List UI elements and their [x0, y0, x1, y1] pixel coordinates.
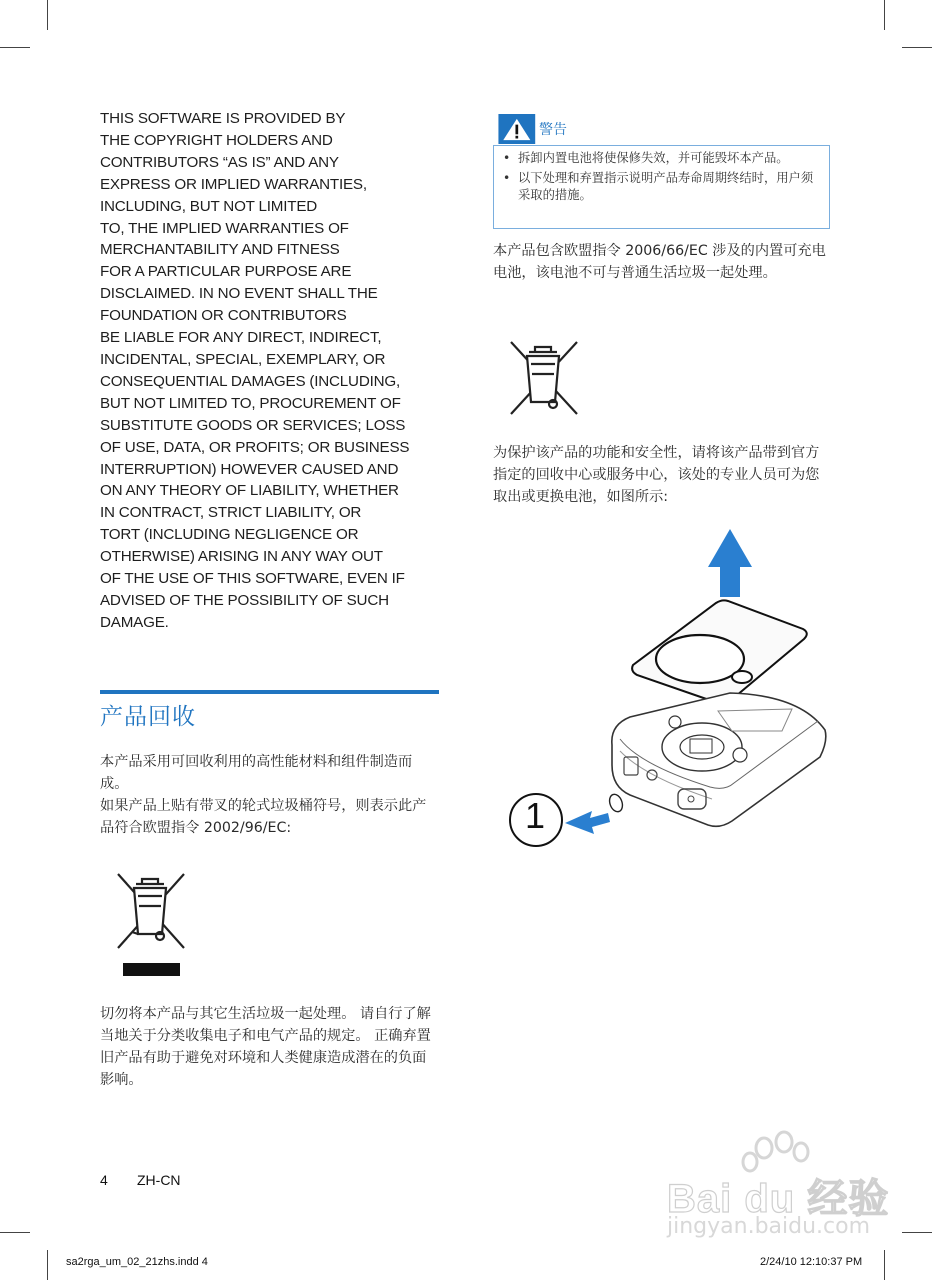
disclaimer-line: FOR A PARTICULAR PURPOSE ARE: [100, 263, 352, 281]
disclaimer-line: ON ANY THEORY OF LIABILITY, WHETHER: [100, 482, 399, 500]
crop-mark: [0, 47, 30, 48]
disclaimer-line: CONTRIBUTORS “AS IS” AND ANY: [100, 153, 339, 171]
recycling-paragraph-2: 如果产品上贴有带叉的轮式垃圾桶符号，则表示此产品符合欧盟指令 2002/96/EC:: [100, 798, 427, 836]
warning-list: [503, 150, 821, 204]
disclaimer-line: DAMAGE.: [100, 613, 169, 631]
warning-item: • 以下处理和弃置指示说明产品寿命周期终结时，用户须采取的措施。: [503, 170, 821, 204]
disclaimer-line: OF USE, DATA, OR PROFITS; OR BUSINESS: [100, 438, 410, 456]
disclaimer-line: EXPRESS OR IMPLIED WARRANTIES,: [100, 175, 367, 193]
crop-mark: [902, 1232, 932, 1233]
warning-item: • 拆卸内置电池将使保修失效，并可能毁坏本产品。: [503, 150, 821, 167]
language-code: ZH-CN: [137, 1172, 181, 1188]
disclaimer-line: BE LIABLE FOR ANY DIRECT, INDIRECT,: [100, 329, 382, 347]
disclaimer-line: IN CONTRACT, STRICT LIABILITY, OR: [100, 504, 362, 522]
file-slug: sa2rga_um_02_21zhs.indd 4: [66, 1256, 208, 1268]
page-number: 4: [100, 1172, 108, 1188]
disclaimer-line: BUT NOT LIMITED TO, PROCUREMENT OF: [100, 394, 401, 412]
device-battery-illustration: [500, 525, 832, 855]
left-arrow-icon: [565, 811, 610, 834]
disclaimer-line: INCIDENTAL, SPECIAL, EXEMPLARY, OR: [100, 350, 386, 368]
step-number: 1: [525, 795, 546, 836]
battery-paragraph-2: 为保护该产品的功能和安全性，请将该产品带到官方指定的回收中心或服务中心，该处的专业人员可为您取出或更换电池，如图所示:: [493, 445, 820, 505]
battery-paragraph-1: 本产品包含欧盟指令 2006/66/EC 涉及的内置可充电电池，该电池不可与普通生活垃圾一起处理。: [493, 243, 826, 281]
crop-mark: [47, 0, 48, 30]
crossed-bin-icon: [112, 868, 192, 980]
section-title: 产品回收: [100, 704, 196, 730]
warning-title: 警告: [539, 122, 567, 138]
watermark-url: jingyan.baidu.com: [667, 1214, 871, 1239]
section-rule: [100, 690, 439, 694]
disclaimer-line: TORT (INCLUDING NEGLIGENCE OR: [100, 526, 359, 544]
recycling-paragraph-3: 切勿将本产品与其它生活垃圾一起处理。 请自行了解当地关于分类收集电子和电气产品的规定。 正确弃置旧产品有助于避免对环境和人类健康造成潜在的负面影响。: [100, 1006, 431, 1088]
crop-mark: [47, 1250, 48, 1280]
disclaimer-line: OTHERWISE) ARISING IN ANY WAY OUT: [100, 548, 383, 566]
date-slug: 2/24/10 12:10:37 PM: [760, 1256, 863, 1268]
up-arrow-icon: [708, 529, 752, 597]
disclaimer-line: INTERRUPTION) HOWEVER CAUSED AND: [100, 460, 399, 478]
license-disclaimer: [100, 108, 450, 634]
disclaimer-line: CONSEQUENTIAL DAMAGES (INCLUDING,: [100, 372, 401, 390]
disclaimer-line: INCLUDING, BUT NOT LIMITED: [100, 197, 318, 215]
disclaimer-line: OF THE USE OF THIS SOFTWARE, EVEN IF: [100, 570, 405, 588]
crop-mark: [0, 1232, 30, 1233]
crop-mark: [902, 47, 932, 48]
disclaimer-line: MERCHANTABILITY AND FITNESS: [100, 241, 340, 259]
disclaimer-line: FOUNDATION OR CONTRIBUTORS: [100, 307, 347, 325]
crossed-bin-icon: [505, 338, 585, 420]
watermark-brand: Bai du 经验: [667, 1177, 890, 1221]
disclaimer-line: THE COPYRIGHT HOLDERS AND: [100, 131, 333, 149]
disclaimer-line: ADVISED OF THE POSSIBILITY OF SUCH: [100, 591, 389, 609]
disclaimer-line: THIS SOFTWARE IS PROVIDED BY: [100, 110, 346, 127]
crop-mark: [884, 0, 885, 30]
disclaimer-line: DISCLAIMED. IN NO EVENT SHALL THE: [100, 285, 378, 303]
disclaimer-line: TO, THE IMPLIED WARRANTIES OF: [100, 219, 349, 237]
recycling-paragraph-1: 本产品采用可回收利用的高性能材料和组件制造而成。: [100, 754, 413, 792]
crop-mark: [884, 1250, 885, 1280]
disclaimer-line: SUBSTITUTE GOODS OR SERVICES; LOSS: [100, 416, 406, 434]
